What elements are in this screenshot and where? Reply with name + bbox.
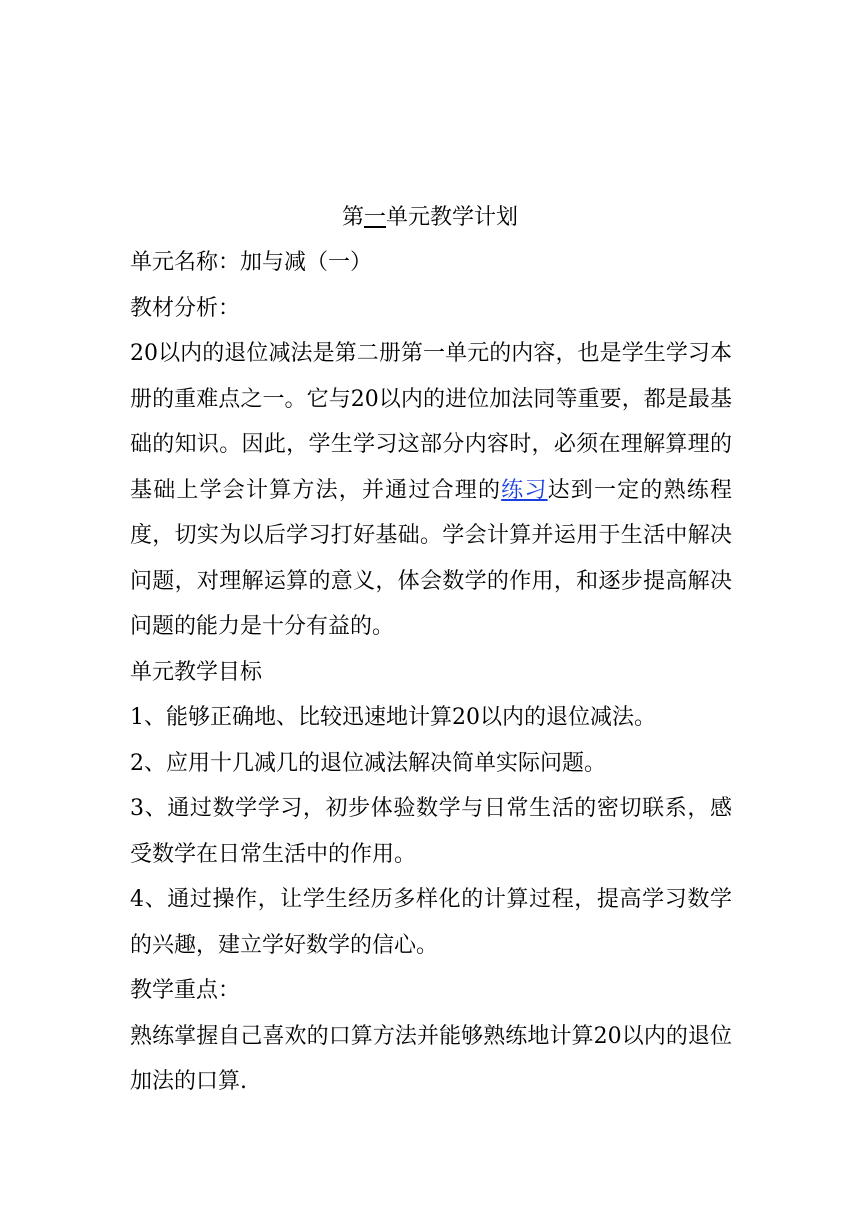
page-title — [0, 200, 860, 236]
title-suffix: 单元教学计划 — [386, 205, 519, 230]
objective-item-3: 3、通过数学学习，初步体验数学与日常生活的密切联系，感受数学在日常生活中的作用。 — [130, 796, 732, 867]
objective-item-4: 4、通过操作，让学生经历多样化的计算过程，提高学习数学的兴趣，建立学好数学的信心。 — [130, 887, 732, 958]
key-points-paragraph: 熟练掌握自己喜欢的口算方法并能够熟练地计算20以内的退位加法的口算. — [130, 1023, 732, 1094]
title-unit-number: 一 — [363, 205, 386, 230]
analysis-text-before-link: 20以内的退位减法是第二册第一单元的内容，也是学生学习本册的重难点之一。它与20以内的进位加法同等重要，都是最基础的知识。因此，学生学习这部分内容时，必须在理解算理的基础上学会计算方法，并通过合理的 — [130, 341, 732, 503]
analysis-heading: 教材分析： — [130, 295, 241, 321]
key-points-heading: 教学重点： — [130, 978, 241, 1003]
practice-link[interactable]: 练习 — [501, 477, 548, 503]
analysis-text-after-link: 达到一定的熟练程度，切实为以后学习打好基础。学会计算并运用于生活中解决问题，对理解运算的意义，体会数学的作用，和逐步提高解决问题的能力是十分有益的。 — [130, 477, 732, 639]
document-body — [130, 240, 732, 1105]
analysis-paragraph — [130, 331, 732, 650]
title-prefix: 第 — [341, 205, 364, 230]
unit-name: 单元名称：加与减（一） — [130, 250, 373, 275]
objective-item-2: 2、应用十几减几的退位减法解决简单实际问题。 — [130, 750, 606, 776]
objectives-heading: 单元教学目标 — [130, 659, 263, 685]
objective-item-1: 1、能够正确地、比较迅速地计算20以内的退位减法。 — [130, 705, 656, 730]
